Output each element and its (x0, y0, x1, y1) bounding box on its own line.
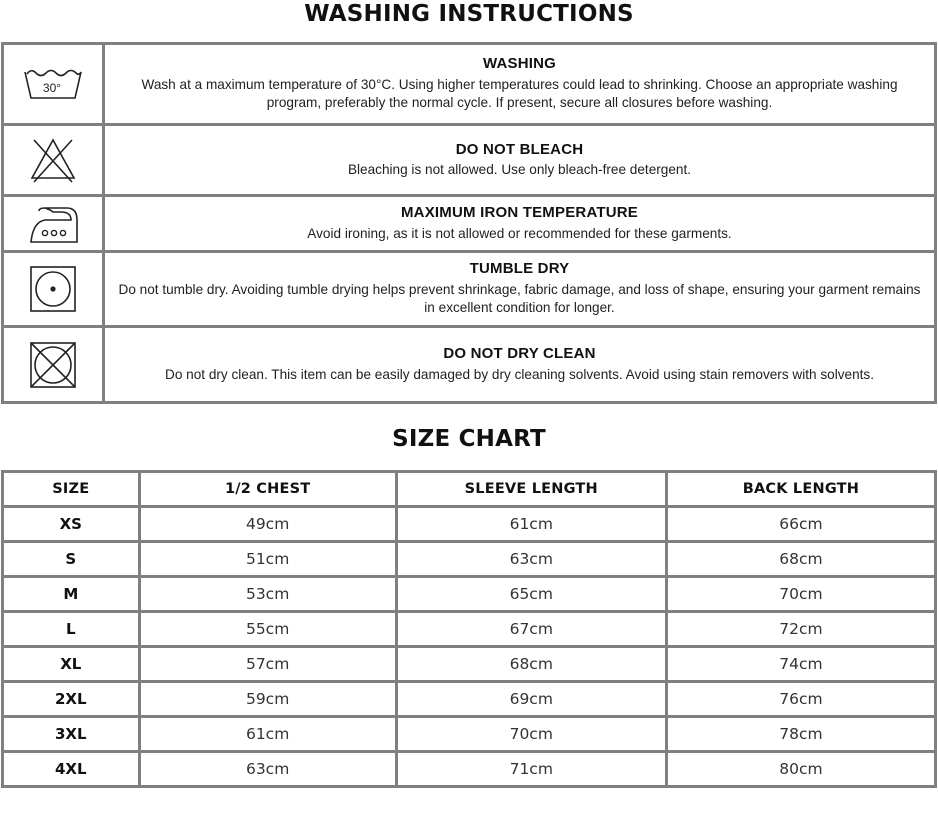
sleeve-length-cell: 65cm (396, 577, 666, 612)
back-length-cell: 80cm (666, 752, 935, 787)
care-icon-cell (3, 252, 104, 327)
table-row (3, 752, 936, 787)
sleeve-length-cell: 63cm (396, 542, 666, 577)
care-description: Bleaching is not allowed. Use only bleach-free detergent. (347, 162, 692, 177)
washing-instructions-table (1, 42, 937, 404)
care-title: TUMBLE DRY (469, 260, 570, 278)
table-row (3, 647, 936, 682)
chest-cell: 51cm (139, 542, 396, 577)
size-chart-title: SIZE CHART (392, 426, 546, 452)
care-icon-cell (3, 196, 104, 252)
care-title: MAXIMUM IRON TEMPERATURE (400, 204, 638, 221)
table-row (3, 577, 936, 612)
chest-cell: 63cm (139, 752, 396, 787)
table-row (3, 717, 936, 752)
wash-30-icon (21, 64, 85, 104)
table-row (3, 682, 936, 717)
care-icon-cell (3, 44, 104, 125)
wash-temperature-label: 30° (42, 81, 62, 95)
back-length-cell: 72cm (666, 612, 935, 647)
chest-cell: 55cm (139, 612, 396, 647)
sleeve-length-cell: 68cm (396, 647, 666, 682)
care-text-cell (104, 44, 936, 125)
size-cell: L (3, 612, 140, 647)
care-row-bleach (3, 125, 936, 196)
size-cell: 2XL (3, 682, 140, 717)
size-cell: XL (3, 647, 140, 682)
table-row (3, 612, 936, 647)
table-row (3, 542, 936, 577)
column-header-size: SIZE (3, 472, 140, 507)
column-header-sleeve-length: SLEEVE LENGTH (396, 472, 666, 507)
size-chart-header-row (3, 472, 936, 507)
chest-cell: 59cm (139, 682, 396, 717)
sleeve-length-cell: 67cm (396, 612, 666, 647)
back-length-cell: 70cm (666, 577, 935, 612)
back-length-cell: 68cm (666, 542, 935, 577)
table-row (3, 507, 936, 542)
back-length-cell: 66cm (666, 507, 935, 542)
care-text-cell (104, 196, 936, 252)
do-not-dry-clean-icon (27, 339, 79, 391)
size-chart-table (1, 470, 937, 788)
chest-cell: 49cm (139, 507, 396, 542)
size-cell: XS (3, 507, 140, 542)
tumble-dry-icon (28, 264, 78, 314)
care-text-cell (104, 125, 936, 196)
care-text-cell (104, 252, 936, 327)
care-description: Do not dry clean. This item can be easily damaged by dry cleaning solvents. Avoid using stain removers with solvents. (165, 366, 874, 382)
sleeve-length-cell: 61cm (396, 507, 666, 542)
care-icon-cell (3, 125, 104, 196)
care-title: DO NOT DRY CLEAN (443, 345, 596, 362)
care-row-dry-clean (3, 327, 936, 403)
size-cell: S (3, 542, 140, 577)
size-cell: M (3, 577, 140, 612)
back-length-cell: 74cm (666, 647, 935, 682)
iron-icon (23, 202, 83, 246)
sleeve-length-cell: 69cm (396, 682, 666, 717)
size-cell: 3XL (3, 717, 140, 752)
back-length-cell: 76cm (666, 682, 935, 717)
chest-cell: 57cm (139, 647, 396, 682)
size-cell: 4XL (3, 752, 140, 787)
care-title: WASHING (482, 55, 557, 73)
back-length-cell: 78cm (666, 717, 935, 752)
care-text-cell (104, 327, 936, 403)
care-description: Do not tumble dry. Avoiding tumble drying helps prevent shrinkage, fabric damage, and loss of shape, ensuring your garment remains in excellent condition for longer. (118, 281, 921, 316)
chest-cell: 61cm (139, 717, 396, 752)
care-row-iron (3, 196, 936, 252)
washing-instructions-title: WASHING INSTRUCTIONS (304, 1, 634, 27)
chest-cell: 53cm (139, 577, 396, 612)
column-header-chest: 1/2 CHEST (139, 472, 396, 507)
sleeve-length-cell: 71cm (396, 752, 666, 787)
column-header-back-length: BACK LENGTH (666, 472, 935, 507)
sleeve-length-cell: 70cm (396, 717, 666, 752)
care-title: DO NOT BLEACH (455, 140, 584, 158)
care-description: Wash at a maximum temperature of 30°C. Using higher temperatures could lead to shrinking. Choose an appropriate washing program, preferably the normal cycle. If present, secure all closures before washing. (141, 76, 898, 111)
do-not-bleach-icon (28, 136, 78, 184)
care-row-tumble-dry (3, 252, 936, 327)
care-icon-cell (3, 327, 104, 403)
care-row-washing (3, 44, 936, 125)
care-description: Avoid ironing, as it is not allowed or recommended for these garments. (307, 225, 732, 241)
